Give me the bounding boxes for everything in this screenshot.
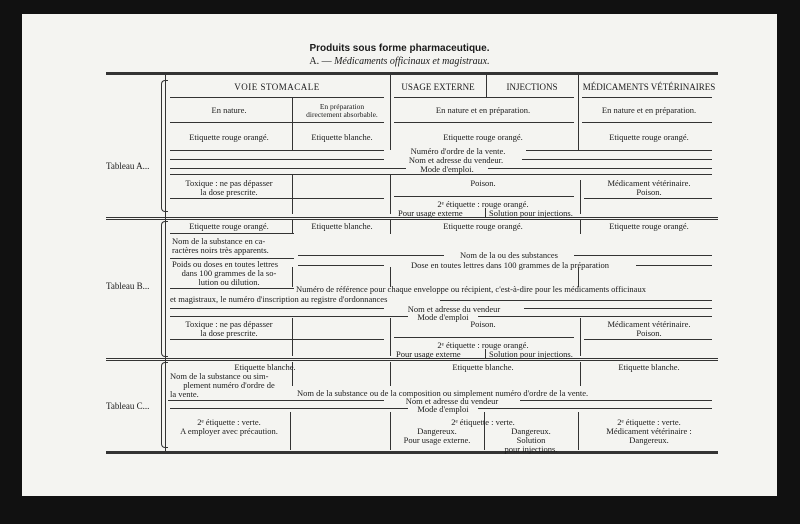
c-dangereux-2: Dangereux.	[511, 426, 551, 436]
b-rule-10	[524, 308, 712, 309]
b-rule-6	[636, 265, 712, 266]
b-toxique-2: la dose prescrite.	[200, 328, 258, 338]
b-rule-7	[170, 288, 294, 289]
b-poids-3: lution ou dilution.	[198, 277, 260, 287]
b-nom-substances: Nom de la ou des substances	[460, 250, 558, 260]
col-sep-a3	[486, 74, 487, 98]
b-poids-2: dans 100 grammes de la so-	[181, 268, 277, 278]
a-poison: Poison.	[470, 178, 496, 188]
a-rule-9	[394, 196, 574, 197]
c-nom-substance-1: Nom de la substance ou sim-	[170, 371, 269, 381]
b-vet-1: Médicament vétérinaire.	[607, 319, 691, 329]
a-solution-injections: Solution pour injections.	[489, 208, 573, 218]
c-nom-composition: Nom de la substance ou de la composition ou simplement numéro d'ordre de la vente.	[297, 388, 589, 398]
b-nom-substance-2: ractères noirs très apparents.	[172, 245, 269, 255]
a-col-sep-5	[292, 174, 293, 214]
document-page	[22, 14, 777, 496]
a-etiq-rouge-3: Etiquette rouge orangé.	[609, 132, 689, 142]
tableau-b-label: Tableau B...	[106, 281, 150, 291]
c-verte-1: 2ᵉ étiquette : verte.	[197, 417, 261, 427]
b-etiq-rouge-1: Etiquette rouge orangé.	[189, 221, 269, 231]
a-nom-vendeur: Nom et adresse du vendeur.	[408, 155, 504, 165]
a-rule-7	[170, 174, 712, 175]
separator-b-c-2	[106, 360, 718, 361]
document-subtitle	[22, 57, 777, 67]
b-rule-11	[170, 316, 408, 317]
a-etiq-rouge-2: Etiquette rouge orangé.	[443, 132, 523, 142]
header-usage-externe: USAGE EXTERNE	[401, 82, 475, 92]
a-usage-externe: Pour usage externe	[398, 208, 463, 218]
c-dangereux-1: Dangereux.	[417, 426, 457, 436]
b-rule-2	[298, 255, 444, 256]
b-rule-1	[170, 233, 294, 234]
a-rule-2	[526, 150, 712, 151]
b-vet-2: Poison.	[636, 328, 662, 338]
b-etiq-rouge-2: Etiquette rouge orangé.	[443, 221, 523, 231]
b-solution-injections: Solution pour injections.	[489, 349, 573, 359]
a-rule-4	[522, 159, 712, 160]
document-title: Produits sous forme pharmaceutique.	[309, 43, 490, 54]
c-etiq-blanche-2: Etiquette blanche.	[452, 362, 514, 372]
a-rule-5	[170, 168, 406, 169]
col-sep-a1	[292, 98, 293, 150]
header-rule-1	[170, 97, 384, 98]
tableau-c-label: Tableau C...	[106, 401, 150, 411]
header-nature-preparation: En nature et en préparation.	[435, 105, 531, 115]
header-en-nature: En nature.	[211, 105, 247, 115]
subtitle-text: Médicaments officinaux et magistraux.	[334, 56, 490, 67]
header-rule-4	[170, 122, 384, 123]
a-vet-2: Poison.	[636, 187, 662, 197]
b-col-sep-7	[292, 318, 293, 356]
c-rule-2	[168, 400, 384, 401]
a-etiq-rouge-1: Etiquette rouge orangé.	[189, 132, 269, 142]
header-en-preparation-1: En préparation	[319, 102, 365, 111]
c-nom-substance-2: plement numéro d'ordre de	[183, 380, 275, 390]
separator-a-b-2	[106, 219, 718, 220]
a-rule-8	[170, 198, 384, 199]
a-rule-10	[584, 198, 712, 199]
c-rule-4	[170, 408, 408, 409]
table-top-rule	[106, 72, 718, 75]
a-numero-ordre: Numéro d'ordre de la vente.	[410, 146, 506, 156]
c-nom-substance-3: la vente.	[170, 389, 199, 399]
c-etiq-blanche-3: Etiquette blanche.	[618, 362, 680, 372]
c-rule-5	[478, 408, 712, 409]
b-reference-2: et magistraux, le numéro d'inscription au registre d'ordonnances	[170, 294, 388, 304]
header-en-preparation-2: directement absorbable.	[306, 110, 378, 119]
b-rule-13	[170, 339, 384, 340]
c-usage-externe: Pour usage externe.	[403, 435, 471, 445]
separator-a-b-1	[106, 217, 718, 218]
c-vet: Médicament vétérinaire :	[606, 426, 692, 436]
header-rule-5	[394, 122, 574, 123]
c-etiq-blanche-1: Etiquette blanche.	[234, 362, 296, 372]
tableau-a-label: Tableau A...	[106, 161, 150, 171]
header-rule-6	[582, 122, 712, 123]
header-injections: INJECTIONS	[506, 82, 558, 92]
a-toxique-1: Toxique : ne pas dépasser	[185, 178, 273, 188]
a-rule-3	[170, 159, 384, 160]
c-verte-externe: 2ᵉ étiquette : verte.	[451, 417, 515, 427]
header-rule-2	[394, 97, 574, 98]
table-bottom-rule	[106, 451, 718, 454]
c-rule-3	[520, 400, 712, 401]
b-etiq-blanche: Etiquette blanche.	[311, 221, 373, 231]
c-mode-emploi: Mode d'emploi	[417, 404, 469, 414]
b-rule-14	[394, 337, 574, 338]
b-poids-1: Poids ou doses en toutes lettres	[172, 259, 279, 269]
b-reference-1: Numéro de référence pour chaque enveloppe ou récipient, c'est-à-dire pour les médicaments officinaux	[296, 284, 646, 294]
b-toxique-1: Toxique : ne pas dépasser	[185, 319, 273, 329]
b-poison: Poison.	[470, 319, 496, 329]
header-veterinaires: MÉDICAMENTS VÉTÉRINAIRES	[582, 82, 716, 92]
b-nom-substance-1: Nom de la substance en ca-	[172, 236, 266, 246]
b-dose-lettres: Dose en toutes lettres dans 100 grammes de la préparation	[410, 260, 610, 270]
c-verte-2: A employer avec précaution.	[180, 426, 278, 436]
b-etiq-rouge-3: Etiquette rouge orangé.	[609, 221, 689, 231]
c-verte-vet: 2ᵉ étiquette : verte.	[617, 417, 681, 427]
col-sep-a4	[578, 74, 579, 150]
a-etiq-blanche: Etiquette blanche.	[311, 132, 373, 142]
a-second-etiquette: 2ᵉ étiquette : rouge orangé.	[437, 199, 529, 209]
a-toxique-2: la dose prescrite.	[200, 187, 258, 197]
header-voie-stomacale: VOIE STOMACALE	[234, 82, 320, 92]
c-solution: Solution	[516, 435, 546, 445]
header-nature-preparation-vet: En nature et en préparation.	[601, 105, 697, 115]
c-pour-injections: pour injections.	[504, 444, 558, 454]
a-rule-6	[488, 168, 712, 169]
b-rule-5	[298, 265, 384, 266]
b-rule-8	[440, 300, 712, 301]
a-mode-emploi: Mode d'emploi.	[420, 164, 474, 174]
c-col-sep-7	[578, 412, 579, 450]
b-col-sep-1	[292, 220, 293, 234]
a-rule-1	[170, 150, 384, 151]
a-vet-1: Médicament vétérinaire.	[607, 178, 691, 188]
b-rule-12	[478, 316, 712, 317]
b-usage-externe: Pour usage externe	[396, 349, 461, 359]
b-rule-3	[574, 255, 712, 256]
b-rule-9	[170, 308, 384, 309]
c-dangereux-3: Dangereux.	[629, 435, 669, 445]
separator-b-c-1	[106, 358, 718, 359]
b-rule-15	[584, 339, 712, 340]
b-nom-vendeur: Nom et adresse du vendeur	[407, 304, 501, 314]
b-second-etiquette: 2ᵉ étiquette : rouge orangé.	[437, 340, 529, 350]
header-rule-3	[582, 97, 712, 98]
subtitle-prefix: A. —	[309, 56, 335, 67]
b-mode-emploi: Mode d'emploi	[417, 312, 469, 322]
b-col-sep-4	[292, 267, 293, 287]
c-nom-vendeur: Nom et adresse du vendeur	[405, 396, 499, 406]
